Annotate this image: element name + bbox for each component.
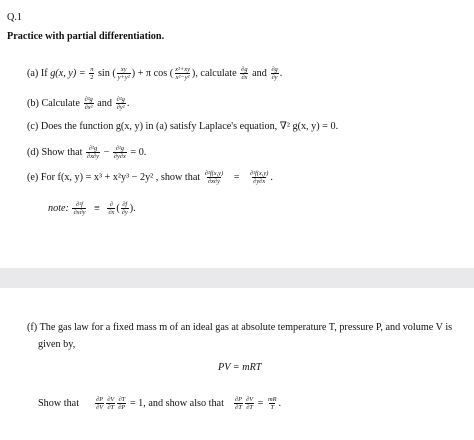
num: ∂T: [118, 396, 126, 403]
d2f-dydx: [249, 170, 269, 185]
part-f-line2: given by,: [38, 339, 76, 350]
den: T: [270, 404, 275, 411]
d2f-dxdy: [204, 170, 224, 185]
d2g-dydx: [113, 145, 127, 160]
part-a-if: If: [40, 67, 48, 79]
num: π: [90, 66, 94, 73]
den: ∂x∂y: [73, 209, 86, 216]
num: ∂: [109, 201, 113, 208]
den: ∂y²: [116, 104, 125, 111]
part-e: (e) For f(x, y) = x³ + x²y³ − 2y² , show that $\frac{\text{∂²f(x,y)}}{\partial x\partial y}$ = $\frac{\text{∂²f(x,y)}}{\partial y\partial x}$ .: [27, 170, 273, 185]
den: ∂T: [235, 404, 242, 411]
den: ∂T: [107, 404, 115, 411]
dg-dx: [240, 66, 248, 81]
den: ∂T: [246, 404, 253, 411]
den: y+y²: [117, 74, 130, 81]
part-f-show: Show that $\frac{\partial P}{\partial V}$ $\frac{\partial V}{\partial T}$ $\frac{\partial T}{\partial P}$ = 1, and show also that $\frac{\partial P}{\partial T}$ $\frac{\partial V}{\partial T}$ = $\frac{mR}{T}$ .: [38, 396, 282, 411]
num: ∂P: [96, 396, 104, 403]
num: x²+xy: [175, 66, 190, 73]
part-c-label: (c): [27, 121, 39, 132]
show-also-label: and show also that: [148, 397, 224, 409]
num: ∂g: [241, 66, 248, 73]
dT-dP: [117, 396, 126, 411]
pi-cos-label: + π cos: [137, 67, 168, 79]
num: mR: [267, 396, 277, 403]
d2g-dy2: [116, 96, 126, 111]
x2xy-over-x2y2: [174, 66, 191, 81]
question-number: Q.1: [7, 12, 22, 23]
part-c: [27, 121, 338, 133]
num: ∂²g: [88, 145, 98, 152]
d2g-dx2: [83, 96, 93, 111]
part-f-label: (f): [27, 322, 38, 333]
part-c-text: Does the function g(x, y) in (a) satisfy Laplace's equation, ∇² g(x, y) = 0.: [40, 121, 339, 132]
part-d-label: (d): [27, 146, 39, 158]
period: .: [278, 397, 282, 409]
equals-one: = 1,: [129, 397, 146, 409]
num: ∂f: [122, 201, 128, 208]
part-f-line1: [27, 322, 452, 334]
part-d: [27, 145, 146, 160]
part-e-label: (e): [27, 171, 39, 183]
dV-dT-2: [245, 396, 254, 411]
num: ∂V: [246, 396, 254, 403]
den: ∂x²: [84, 104, 93, 111]
den: ∂y: [121, 209, 128, 216]
den: ∂x∂y: [207, 178, 220, 185]
den: ∂V: [96, 404, 104, 411]
dP-dV: [95, 396, 104, 411]
df-dy: [121, 201, 129, 216]
d2f-dxdy-note: [72, 201, 86, 216]
gas-law-equation: PV = mRT: [218, 362, 262, 373]
den: 2: [90, 74, 94, 81]
den: ∂P: [118, 404, 126, 411]
num: ∂²g: [84, 96, 93, 103]
equals-sign: =: [233, 171, 240, 183]
part-a-func: g(x, y) =: [50, 67, 86, 79]
part-d-text: Show that: [41, 146, 83, 158]
den: ∂y∂x: [113, 153, 126, 160]
mR-over-T: [267, 396, 278, 411]
den: ∂x: [108, 209, 115, 216]
section-divider: [0, 268, 474, 288]
den: ∂y: [271, 74, 278, 81]
den: ∂y∂x: [253, 178, 266, 185]
den: ∂x: [241, 74, 248, 81]
minus-sign: −: [103, 146, 110, 158]
part-e-text: For f(x, y) = x³ + x²y³ − 2y² , show that: [40, 171, 201, 183]
part-a: (a) If g(x, y) = $\frac{\pi}{2}$ sin ( $\frac{xy}{\text{y+y²}}$ ) + π cos ( $\frac{\text{x²+xy}}{\text{x²−y²}}$ ), calculate $\frac{\partial g}{\partial x}$ and $\frac{\partial g}{\partial y}$ .: [27, 66, 283, 81]
question-title: Practice with partial differentiation.: [7, 31, 165, 42]
part-b-label: (b): [27, 97, 39, 109]
equals-zero: = 0.: [130, 146, 147, 158]
note-label: note:: [48, 202, 69, 214]
note: note: $\frac{\text{∂²f}}{\partial x\partial y}$ ≡ $\frac{\partial}{\partial x}$ ( $\frac{\partial f}{\partial y}$ ).: [48, 201, 136, 216]
question-panel-bottom: [0, 288, 474, 440]
num: ∂²g: [115, 145, 125, 152]
num: ∂g: [271, 66, 278, 73]
pi-over-two: [89, 66, 94, 81]
den: x²−y²: [175, 74, 190, 81]
and-label: and: [252, 67, 267, 79]
dP-dT: [234, 396, 243, 411]
part-b: (b) Calculate $\frac{\text{∂²g}}{\text{∂x²}}$ and $\frac{\text{∂²g}}{\text{∂y²}}$ .: [27, 96, 130, 111]
num: ∂²f(x,y): [249, 170, 269, 177]
num: ∂²g: [116, 96, 125, 103]
num: ∂P: [235, 396, 243, 403]
den: ∂x∂y: [87, 153, 100, 160]
num: ∂²f: [76, 201, 83, 208]
and-label: and: [97, 97, 112, 109]
xy-over-y: [117, 66, 131, 81]
equiv-sign: ≡: [94, 202, 100, 214]
num: xy: [120, 66, 127, 73]
part-b-text: Calculate: [41, 97, 80, 109]
dV-dT: [106, 396, 115, 411]
sin-label: sin: [97, 67, 110, 79]
d2g-dxdy: [86, 145, 100, 160]
part-a-label: (a): [27, 67, 39, 79]
num: ∂²f(x,y): [204, 170, 224, 177]
part-f-text1: The gas law for a fixed mass m of an ideal gas at absolute temperature T, pressure P, and volume V is: [39, 322, 453, 333]
d-dx: [107, 201, 115, 216]
part-a-calculate: , calculate: [195, 67, 237, 79]
dg-dy: [270, 66, 278, 81]
show-that-label: Show that: [38, 397, 80, 409]
num: ∂V: [107, 396, 115, 403]
